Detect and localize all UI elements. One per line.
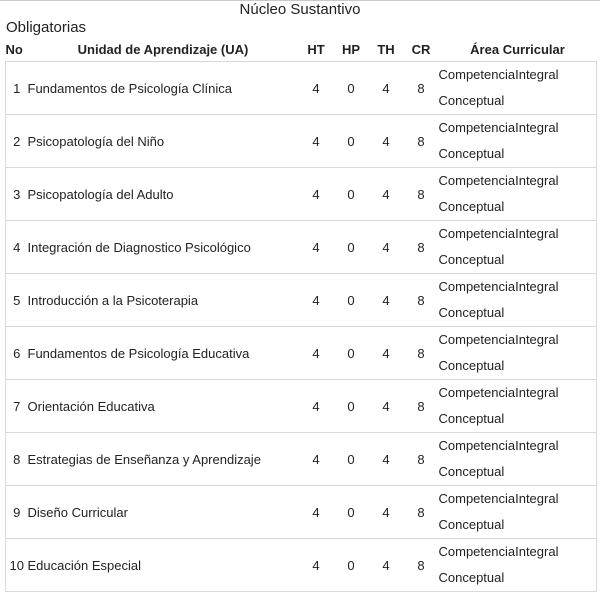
cell-no: 3 [6,168,28,221]
cell-ht: 4 [299,115,334,168]
cell-area [439,433,597,486]
table-row [6,539,597,592]
cell-ht: 4 [299,327,334,380]
table-row [6,115,597,168]
cell-area [439,327,597,380]
area-conceptual: Conceptual [438,517,505,532]
table-row [6,433,597,486]
cell-th: 4 [369,486,404,539]
cell-area [439,221,597,274]
cell-no: 7 [6,380,28,433]
table-row [6,168,597,221]
cell-ht: 4 [299,486,334,539]
area-conceptual: Conceptual [438,305,505,320]
area-competencia: CompetenciaIntegral [438,491,559,506]
cell-no: 1 [6,62,28,115]
header-th: TH [369,37,404,62]
area-conceptual: Conceptual [438,411,505,426]
header-hp: HP [334,37,369,62]
table-row [6,380,597,433]
cell-hp: 0 [334,327,369,380]
table-row [6,327,597,380]
cell-ht: 4 [299,62,334,115]
area-conceptual: Conceptual [438,93,505,108]
cell-ht: 4 [299,274,334,327]
area-competencia: CompetenciaIntegral [438,67,559,82]
table-row [6,486,597,539]
cell-th: 4 [369,433,404,486]
header-ht: HT [299,37,334,62]
cell-cr: 8 [404,274,439,327]
page-title: Núcleo Sustantivo [239,1,361,18]
cell-hp: 0 [334,221,369,274]
cell-hp: 0 [334,168,369,221]
cell-hp: 0 [334,380,369,433]
table-row [6,274,597,327]
table-header-row [6,37,597,62]
cell-hp: 0 [334,274,369,327]
cell-th: 4 [369,539,404,592]
cell-th: 4 [369,327,404,380]
cell-ua: Educación Especial [28,539,299,592]
cell-cr: 8 [404,327,439,380]
cell-no: 4 [6,221,28,274]
cell-ua: Introducción a la Psicoterapia [28,274,299,327]
area-competencia: CompetenciaIntegral [438,120,559,135]
cell-ua: Estrategias de Enseñanza y Aprendizaje [28,433,299,486]
cell-area [439,168,597,221]
cell-no: 10 [6,539,28,592]
cell-hp: 0 [334,539,369,592]
cell-no: 5 [6,274,28,327]
area-conceptual: Conceptual [438,570,505,585]
cell-area [439,539,597,592]
cell-ua: Integración de Diagnostico Psicológico [28,221,299,274]
cell-area [439,62,597,115]
area-conceptual: Conceptual [438,464,505,479]
cell-ht: 4 [299,168,334,221]
cell-area [439,380,597,433]
cell-th: 4 [369,221,404,274]
cell-cr: 8 [404,486,439,539]
cell-th: 4 [369,168,404,221]
cell-ht: 4 [299,221,334,274]
cell-ht: 4 [299,539,334,592]
cell-ua: Psicopatología del Adulto [28,168,299,221]
cell-ua: Psicopatología del Niño [28,115,299,168]
area-competencia: CompetenciaIntegral [438,385,559,400]
cell-cr: 8 [404,115,439,168]
cell-th: 4 [369,62,404,115]
cell-th: 4 [369,380,404,433]
table-row [6,221,597,274]
cell-hp: 0 [334,486,369,539]
cell-area [439,274,597,327]
cell-hp: 0 [334,433,369,486]
area-conceptual: Conceptual [438,358,505,373]
header-ua: Unidad de Aprendizaje (UA) [28,37,299,62]
table-row [6,62,597,115]
cell-cr: 8 [404,539,439,592]
area-conceptual: Conceptual [438,199,505,214]
cell-no: 9 [6,486,28,539]
area-conceptual: Conceptual [438,252,505,267]
header-no: No [6,37,28,62]
cell-hp: 0 [334,115,369,168]
cell-ua: Fundamentos de Psicología Clínica [28,62,299,115]
cell-ht: 4 [299,380,334,433]
section-label: Obligatorias [6,19,87,36]
area-competencia: CompetenciaIntegral [438,279,559,294]
cell-no: 8 [6,433,28,486]
cell-area [439,115,597,168]
cell-ua: Orientación Educativa [28,380,299,433]
header-cr: CR [404,37,439,62]
area-competencia: CompetenciaIntegral [438,544,559,559]
cell-ht: 4 [299,433,334,486]
area-conceptual: Conceptual [438,146,505,161]
cell-no: 2 [6,115,28,168]
cell-cr: 8 [404,62,439,115]
cell-cr: 8 [404,168,439,221]
cell-cr: 8 [404,433,439,486]
cell-ua: Fundamentos de Psicología Educativa [28,327,299,380]
cell-area [439,486,597,539]
area-competencia: CompetenciaIntegral [438,226,559,241]
area-competencia: CompetenciaIntegral [438,332,559,347]
area-competencia: CompetenciaIntegral [438,438,559,453]
cell-hp: 0 [334,62,369,115]
cell-th: 4 [369,274,404,327]
cell-cr: 8 [404,221,439,274]
cell-cr: 8 [404,380,439,433]
cell-th: 4 [369,115,404,168]
header-area: Área Curricular [439,37,597,62]
curriculum-table [5,37,597,592]
cell-no: 6 [6,327,28,380]
cell-ua: Diseño Curricular [28,486,299,539]
area-competencia: CompetenciaIntegral [438,173,559,188]
